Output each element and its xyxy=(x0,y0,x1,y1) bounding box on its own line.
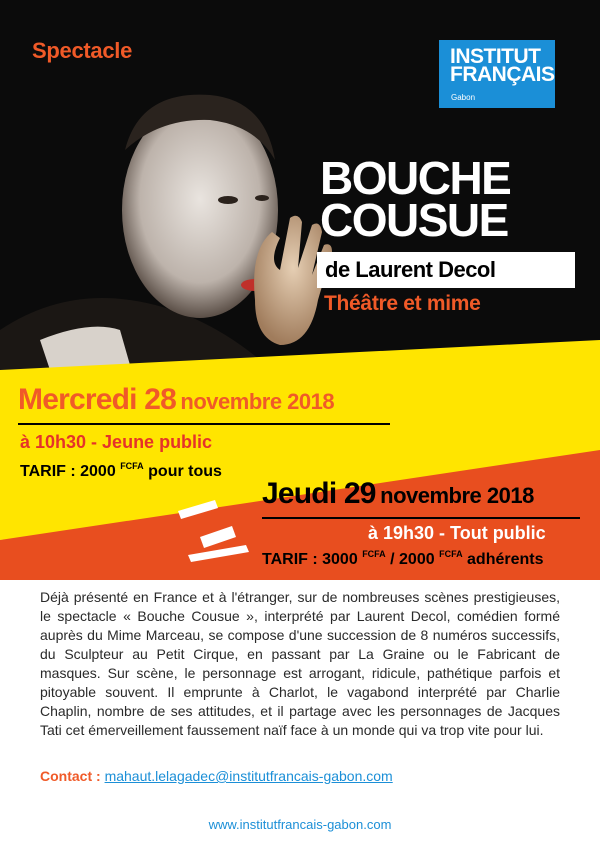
contact-line xyxy=(40,768,393,784)
session-2-divider xyxy=(262,517,580,519)
session-2-date xyxy=(262,477,534,511)
session-2-currency-2: FCFA xyxy=(439,549,463,559)
session-1-price-label: TARIF : 2000 xyxy=(20,463,116,480)
genre-label: Théâtre et mime xyxy=(324,292,481,315)
logo-line-1: INSTITUT xyxy=(450,45,541,68)
category-label: Spectacle xyxy=(32,38,133,63)
show-description: Déjà présenté en France et à l'étranger, sur de nombreuses scènes prestigieuses, le spectacle « Bouche Cousue », interprété par Laurent Decol, comédien formé auprès du Mime Marceau, se compose d'une succession de 8 numéros successifs, du Sculpteur au Petit Cirque, en passant par La Graine ou le Fabricant de masques. Sur scène, le personnage est arrogant, ridicule, pathétique parfois et pitoyable souvent. Il emprunte à Charlot, le vagabond interprété par Charlie Chaplin, nombre de ses attitudes, et il partage avec les personnages de Jacques Tati cet émerveillement faussement naïf face à un monde qui va trop vite pour lui. xyxy=(40,589,560,738)
session-2-day: Jeudi 29 xyxy=(262,477,376,510)
session-1-time: à 10h30 - Jeune public xyxy=(20,432,213,452)
session-1-divider xyxy=(18,423,390,425)
contact-label: Contact : xyxy=(40,768,101,784)
session-2-price xyxy=(262,549,544,569)
session-2-month: novembre 2018 xyxy=(380,483,534,508)
website-link[interactable]: www.institutfrancais-gabon.com xyxy=(208,817,392,832)
session-1-price-note: pour tous xyxy=(148,463,222,480)
session-1-day: Mercredi 28 xyxy=(18,383,176,416)
session-2-price-sep: / 2000 xyxy=(390,551,435,568)
session-2-currency: FCFA xyxy=(362,549,386,559)
session-2-time: à 19h30 - Tout public xyxy=(368,523,546,543)
show-title-line-2: COUSUE xyxy=(320,194,508,246)
author-banner: de Laurent Decol xyxy=(317,252,575,288)
logo-line-2: FRANÇAIS xyxy=(450,63,555,86)
session-1-month: novembre 2018 xyxy=(180,389,335,414)
logo-line-3: Gabon xyxy=(451,93,476,102)
color-bands xyxy=(0,340,600,580)
session-1-price xyxy=(20,461,222,481)
institut-francais-logo xyxy=(439,40,555,108)
show-title-line-1: BOUCHE xyxy=(320,152,511,204)
contact-email-link[interactable]: mahaut.lelagadec@institutfrancais-gabon.com xyxy=(104,768,393,784)
session-2-price-note: adhérents xyxy=(467,551,544,568)
session-1-date xyxy=(18,383,334,417)
session-2-price-label: TARIF : 3000 xyxy=(262,551,358,568)
session-1-currency: FCFA xyxy=(120,461,144,471)
